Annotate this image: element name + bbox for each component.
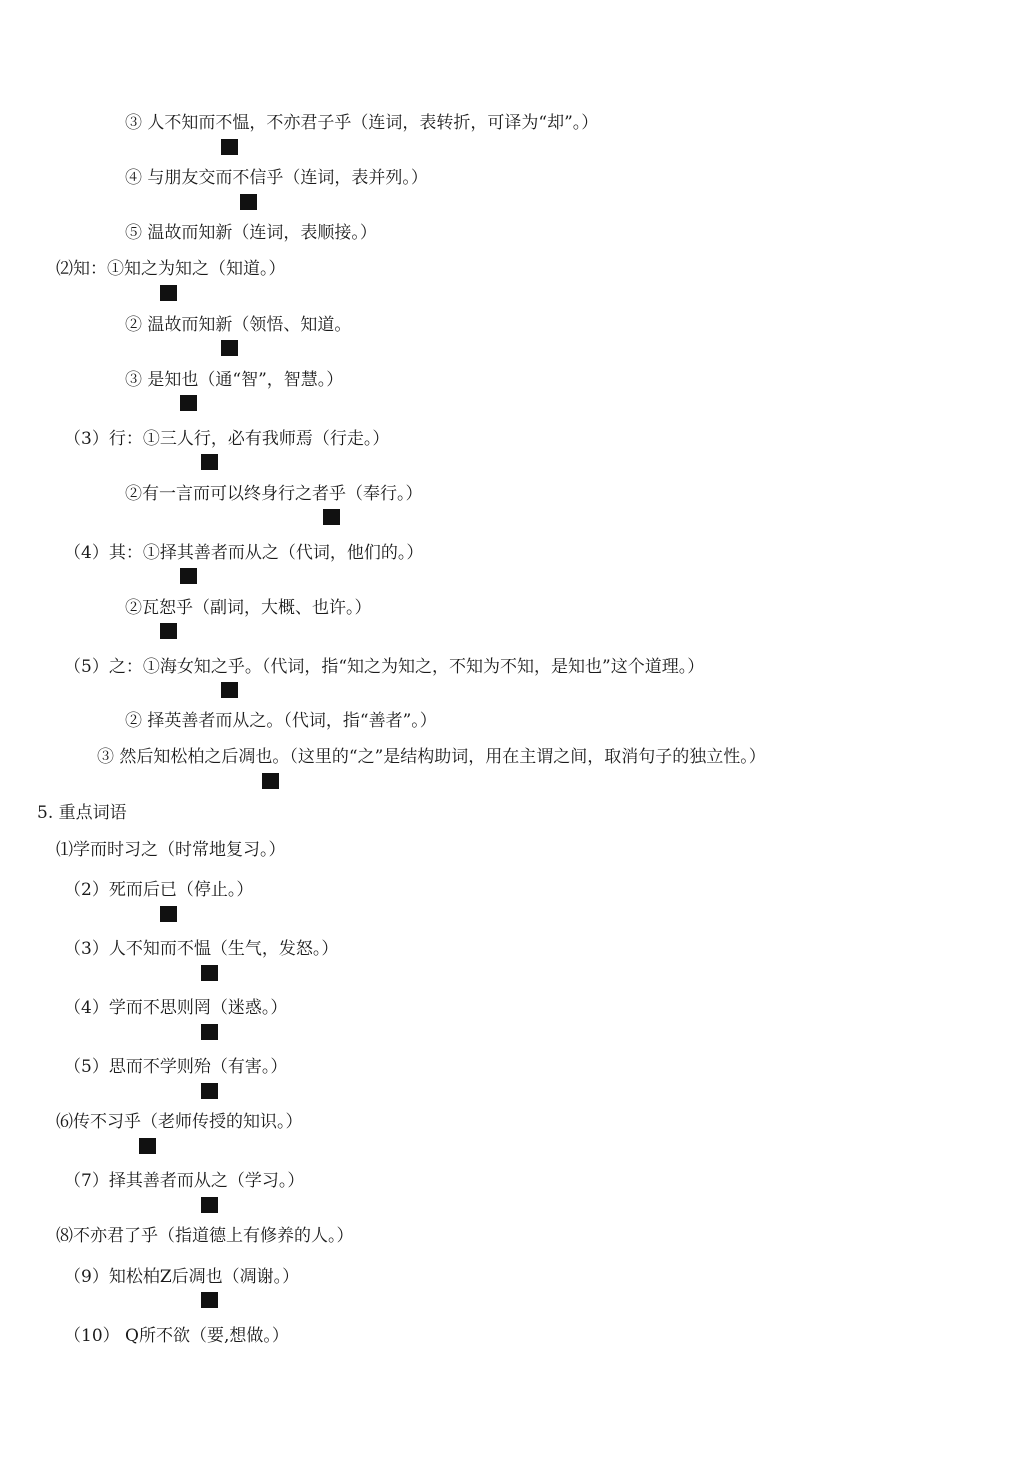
text-line: （5）思而不学则殆（有害。）: [64, 1057, 288, 1077]
text-line: （3）行：①三人行，必有我师焉（行走。）: [64, 429, 390, 449]
black-square-marker: [323, 509, 340, 525]
text-line: （5）之：①海女知之乎。（代词，指“知之为知之，不知为不知，是知也”这个道理。）: [64, 657, 705, 677]
black-square-marker: [180, 568, 197, 584]
black-square-marker: [221, 682, 238, 698]
black-square-marker: [201, 1292, 218, 1308]
black-square-marker: [201, 1024, 218, 1040]
text-line: ② 择英善者而从之。（代词，指“善者”。）: [125, 711, 437, 731]
text-line: （2）死而后已（停止。）: [64, 880, 254, 900]
text-line: （9）知松柏Z后凋也（凋谢。）: [64, 1267, 300, 1287]
text-line: （4）学而不思则罔（迷惑。）: [64, 998, 288, 1018]
text-line: ④ 与朋友交而不信乎（连词，表并列。）: [125, 168, 428, 188]
text-line: ⑻不亦君了乎（指道德上有修养的人。）: [56, 1226, 354, 1246]
black-square-marker: [160, 285, 177, 301]
black-square-marker: [262, 773, 279, 789]
black-square-marker: [180, 395, 197, 411]
text-line: （4）其：①择其善者而从之（代词，他们的。）: [64, 543, 424, 563]
black-square-marker: [240, 194, 257, 210]
section-heading: 5. 重点词语: [37, 803, 127, 823]
black-square-marker: [139, 1138, 156, 1154]
text-line: ③ 是知也（通“智”，智慧。）: [125, 370, 344, 390]
black-square-marker: [201, 454, 218, 470]
black-square-marker: [201, 1197, 218, 1213]
text-line: ⑵知：①知之为知之（知道。）: [56, 259, 286, 279]
text-line: ②有一言而可以终身行之者乎（奉行。）: [125, 484, 423, 504]
black-square-marker: [201, 965, 218, 981]
text-line: ⑴学而时习之（时常地复习。）: [56, 840, 286, 860]
text-line: ③ 人不知而不愠，不亦君子乎（连词，表转折，可译为“却”。）: [125, 113, 599, 133]
black-square-marker: [221, 340, 238, 356]
black-square-marker: [201, 1083, 218, 1099]
text-line: （10） Q所不欲（要,想做。）: [64, 1326, 289, 1346]
text-line: ②瓦恕乎（副词，大概、也许。）: [125, 598, 372, 618]
black-square-marker: [160, 623, 177, 639]
black-square-marker: [160, 906, 177, 922]
text-line: ③ 然后知松柏之后凋也。（这里的“之”是结构助词，用在主谓之间，取消句子的独立性。）: [97, 747, 766, 767]
text-line: ② 温故而知新（领悟、知道。: [125, 315, 352, 335]
text-line: （3）人不知而不愠（生气，发怒。）: [64, 939, 339, 959]
black-square-marker: [221, 139, 238, 155]
text-line: ⑹传不习乎（老师传授的知识。）: [56, 1112, 303, 1132]
text-line: ⑤ 温故而知新（连词，表顺接。）: [125, 223, 377, 243]
text-line: （7）择其善者而从之（学习。）: [64, 1171, 305, 1191]
